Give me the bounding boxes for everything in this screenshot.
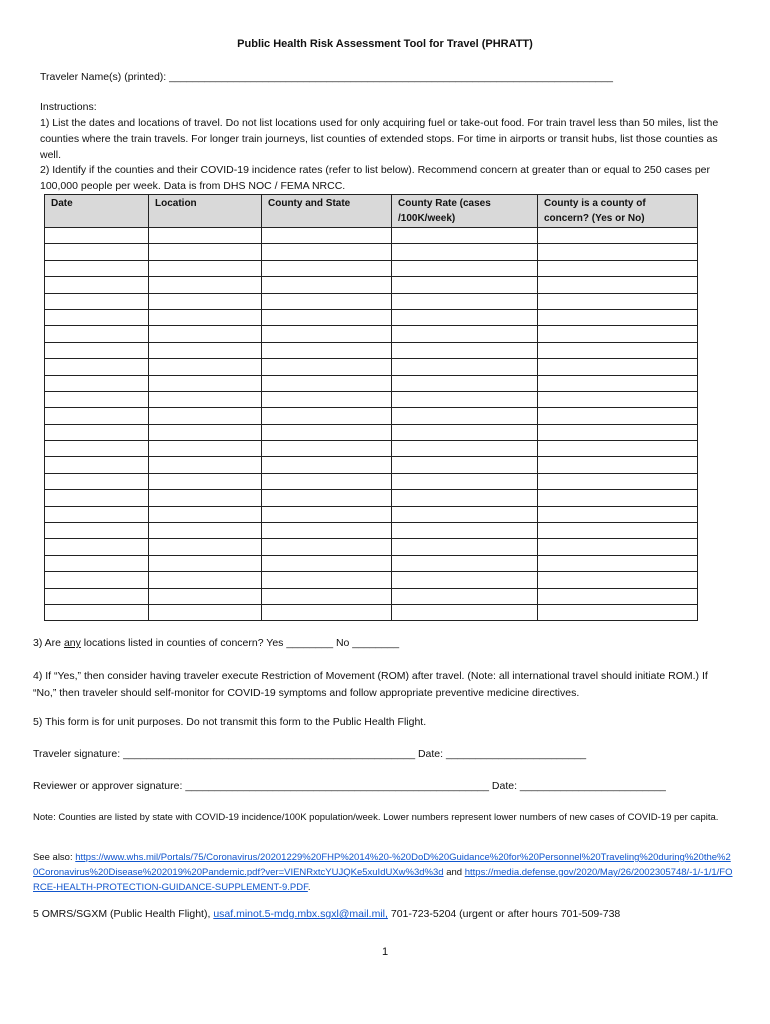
table-header-row [45, 195, 698, 228]
travel-log-table [44, 194, 698, 621]
location-cell[interactable] [149, 408, 262, 424]
location-cell[interactable] [149, 490, 262, 506]
county-state-cell[interactable] [262, 260, 392, 276]
see-also-connector: and [443, 867, 465, 878]
reviewer-signature-field[interactable]: Reviewer or approver signature: ____________________________________________________ Date: _________________________ [33, 780, 666, 792]
question-3[interactable] [33, 637, 399, 649]
county-state-cell[interactable] [262, 457, 392, 473]
county-rate-cell[interactable] [392, 309, 538, 325]
date-cell[interactable] [45, 244, 149, 260]
date-cell[interactable] [45, 506, 149, 522]
location-cell[interactable] [149, 523, 262, 539]
county-rate-cell[interactable] [392, 588, 538, 604]
location-cell[interactable] [149, 473, 262, 489]
county-rate-cell[interactable] [392, 523, 538, 539]
table-row [45, 260, 698, 276]
page-number: 1 [381, 946, 389, 958]
date-cell[interactable] [45, 408, 149, 424]
traveler-signature-field[interactable]: Traveler signature: __________________________________________________ Date: ________________________ [33, 748, 587, 760]
table-row [45, 555, 698, 571]
question-5: 5) This form is for unit purposes. Do not transmit this form to the Public Health Flight. [33, 716, 427, 728]
concern-cell[interactable] [538, 441, 698, 457]
county-state-cell[interactable] [262, 359, 392, 375]
form-title: Public Health Risk Assessment Tool for Travel (PHRATT) [237, 38, 533, 50]
county-state-cell[interactable] [262, 375, 392, 391]
county-rate-cell[interactable] [392, 473, 538, 489]
table-row [45, 342, 698, 358]
concern-cell[interactable] [538, 228, 698, 244]
location-cell[interactable] [149, 457, 262, 473]
header-location: Location [149, 195, 262, 228]
date-cell[interactable] [45, 604, 149, 620]
table-row [45, 375, 698, 391]
county-state-cell[interactable] [262, 572, 392, 588]
location-cell[interactable] [149, 359, 262, 375]
contact-email-link[interactable]: usaf.minot.5-mdg.mbx.sgxl@mail.mil, [213, 908, 388, 920]
county-state-cell[interactable] [262, 309, 392, 325]
instructions-heading: Instructions: [40, 101, 97, 113]
concern-cell[interactable] [538, 326, 698, 342]
table-row [45, 572, 698, 588]
table-body [45, 228, 698, 621]
table-row [45, 293, 698, 309]
concern-cell[interactable] [538, 342, 698, 358]
see-also-paragraph [33, 850, 735, 895]
county-state-cell[interactable] [262, 326, 392, 342]
location-cell[interactable] [149, 244, 262, 260]
date-cell[interactable] [45, 473, 149, 489]
location-cell[interactable] [149, 555, 262, 571]
county-state-cell[interactable] [262, 342, 392, 358]
county-state-cell[interactable] [262, 277, 392, 293]
date-cell[interactable] [45, 490, 149, 506]
concern-cell[interactable] [538, 391, 698, 407]
county-rate-cell[interactable] [392, 539, 538, 555]
table-row [45, 588, 698, 604]
county-state-cell[interactable] [262, 408, 392, 424]
date-cell[interactable] [45, 293, 149, 309]
date-cell[interactable] [45, 228, 149, 244]
table-row [45, 391, 698, 407]
table-row [45, 523, 698, 539]
table-row [45, 604, 698, 620]
location-cell[interactable] [149, 424, 262, 440]
table-row [45, 244, 698, 260]
table-row [45, 539, 698, 555]
county-state-cell[interactable] [262, 293, 392, 309]
county-rate-cell[interactable] [392, 408, 538, 424]
table-row [45, 277, 698, 293]
location-cell[interactable] [149, 375, 262, 391]
county-state-cell[interactable] [262, 391, 392, 407]
traveler-names-field[interactable]: Traveler Name(s) (printed): ____________________________________________________________________________ [40, 71, 613, 83]
date-cell[interactable] [45, 523, 149, 539]
county-rate-cell[interactable] [392, 228, 538, 244]
county-rate-cell[interactable] [392, 359, 538, 375]
question-3-emphasis: any [63, 637, 81, 649]
note-text: Note: Counties are listed by state with COVID-19 incidence/100K population/week. Lower numbers represent lower numbers of new cases of COVID-19 per capita. [33, 812, 719, 823]
concern-cell[interactable] [538, 588, 698, 604]
concern-cell[interactable] [538, 572, 698, 588]
county-rate-cell[interactable] [392, 604, 538, 620]
date-cell[interactable] [45, 375, 149, 391]
county-state-cell[interactable] [262, 228, 392, 244]
concern-cell[interactable] [538, 359, 698, 375]
contact-suffix: 701-723-5204 (urgent or after hours 701-509-738 [387, 908, 621, 920]
table-row [45, 408, 698, 424]
county-state-cell[interactable] [262, 441, 392, 457]
county-rate-cell[interactable] [392, 244, 538, 260]
county-rate-cell[interactable] [392, 326, 538, 342]
instructions-step-1: 1) List the dates and locations of travel. Do not list locations used for only acquiring fuel or take-out food. For train travel less than 50 miles, list the counties where the train travels. For longer train journeys, list counties of extended stops. For time in airports or transit hubs, list those counties as well. [40, 117, 719, 161]
concern-cell[interactable] [538, 457, 698, 473]
location-cell[interactable] [149, 260, 262, 276]
question-3-prefix: 3) Are [33, 637, 64, 649]
see-also-prefix: See also: [33, 852, 76, 863]
county-rate-cell[interactable] [392, 506, 538, 522]
location-cell[interactable] [149, 391, 262, 407]
location-cell[interactable] [149, 506, 262, 522]
table-row [45, 309, 698, 325]
county-rate-cell[interactable] [392, 260, 538, 276]
table-row [45, 457, 698, 473]
guidance-link-1[interactable]: https://www.whs.mil/Portals/75/Coronavirus/20201229%20FHP%2014%20-%20DoD%20Guidance%20for%20Personnel%20Traveling%20during%20the%20Coronavirus%20Disease%202019%20Pandemic.pdf?ver=VIENRxtcYUJQKe5xuIdUXw%3d%3d [33, 852, 731, 878]
date-cell[interactable] [45, 342, 149, 358]
date-cell[interactable] [45, 260, 149, 276]
concern-cell[interactable] [538, 523, 698, 539]
concern-cell[interactable] [538, 604, 698, 620]
location-cell[interactable] [149, 441, 262, 457]
concern-cell[interactable] [538, 490, 698, 506]
county-state-cell[interactable] [262, 473, 392, 489]
county-rate-cell[interactable] [392, 424, 538, 440]
location-cell[interactable] [149, 228, 262, 244]
date-cell[interactable] [45, 391, 149, 407]
concern-cell[interactable] [538, 293, 698, 309]
location-cell[interactable] [149, 277, 262, 293]
concern-cell[interactable] [538, 244, 698, 260]
location-cell[interactable] [149, 604, 262, 620]
date-cell[interactable] [45, 572, 149, 588]
county-state-cell[interactable] [262, 244, 392, 260]
date-cell[interactable] [45, 326, 149, 342]
concern-cell[interactable] [538, 424, 698, 440]
concern-cell[interactable] [538, 473, 698, 489]
date-cell[interactable] [45, 424, 149, 440]
contact-line [33, 908, 620, 920]
table-row [45, 441, 698, 457]
county-rate-cell[interactable] [392, 375, 538, 391]
location-cell[interactable] [149, 309, 262, 325]
location-cell[interactable] [149, 539, 262, 555]
county-state-cell[interactable] [262, 588, 392, 604]
question-3-suffix: locations listed in counties of concern? Yes ________ No ________ [80, 637, 400, 649]
header-county-rate: County Rate (cases /100K/week) [392, 195, 538, 228]
see-also-suffix: . [307, 882, 311, 893]
header-county-state: County and State [262, 195, 392, 228]
date-cell[interactable] [45, 277, 149, 293]
county-state-cell[interactable] [262, 604, 392, 620]
date-cell[interactable] [45, 539, 149, 555]
location-cell[interactable] [149, 572, 262, 588]
location-cell[interactable] [149, 342, 262, 358]
concern-cell[interactable] [538, 309, 698, 325]
county-rate-cell[interactable] [392, 391, 538, 407]
question-4: 4) If “Yes,” then consider having traveler execute Restriction of Movement (ROM) after travel. (Note: all international travel should initiate ROM.) If “No,” then traveler should self-monitor for COVID-19 symptoms and follow appropriate preventive medicine directives. [33, 670, 708, 699]
concern-cell[interactable] [538, 506, 698, 522]
header-county-of-concern: County is a county of concern? (Yes or No) [538, 195, 698, 228]
county-rate-cell[interactable] [392, 293, 538, 309]
date-cell[interactable] [45, 555, 149, 571]
county-state-cell[interactable] [262, 490, 392, 506]
concern-cell[interactable] [538, 375, 698, 391]
county-state-cell[interactable] [262, 424, 392, 440]
county-rate-cell[interactable] [392, 572, 538, 588]
table-row [45, 424, 698, 440]
location-cell[interactable] [149, 293, 262, 309]
table-row [45, 228, 698, 244]
concern-cell[interactable] [538, 408, 698, 424]
table-row [45, 473, 698, 489]
county-rate-cell[interactable] [392, 490, 538, 506]
county-state-cell[interactable] [262, 523, 392, 539]
date-cell[interactable] [45, 359, 149, 375]
header-date: Date [45, 195, 149, 228]
county-state-cell[interactable] [262, 555, 392, 571]
concern-cell[interactable] [538, 260, 698, 276]
county-rate-cell[interactable] [392, 457, 538, 473]
concern-cell[interactable] [538, 555, 698, 571]
contact-prefix: 5 OMRS/SGXM (Public Health Flight), [33, 908, 214, 920]
county-state-cell[interactable] [262, 539, 392, 555]
table-row [45, 326, 698, 342]
date-cell[interactable] [45, 309, 149, 325]
county-rate-cell[interactable] [392, 441, 538, 457]
guidance-link-2[interactable]: https://media.defense.gov/2020/May/26/2002305748/-1/-1/1/FORCE-HEALTH-PROTECTION-GUIDANCE-SUPPLEMENT-9.PDF [33, 867, 733, 893]
location-cell[interactable] [149, 326, 262, 342]
concern-cell[interactable] [538, 539, 698, 555]
county-rate-cell[interactable] [392, 277, 538, 293]
location-cell[interactable] [149, 588, 262, 604]
county-rate-cell[interactable] [392, 342, 538, 358]
date-cell[interactable] [45, 457, 149, 473]
table-row [45, 490, 698, 506]
instructions-step-2: 2) Identify if the counties and their COVID-19 incidence rates (refer to list below). Recommend concern at greater than or equal to 250 cases per 100,000 people per week. Data is from DHS NOC / FEMA NRCC. [40, 164, 711, 192]
table-row [45, 359, 698, 375]
county-rate-cell[interactable] [392, 555, 538, 571]
table-row [45, 506, 698, 522]
concern-cell[interactable] [538, 277, 698, 293]
county-state-cell[interactable] [262, 506, 392, 522]
date-cell[interactable] [45, 441, 149, 457]
date-cell[interactable] [45, 588, 149, 604]
